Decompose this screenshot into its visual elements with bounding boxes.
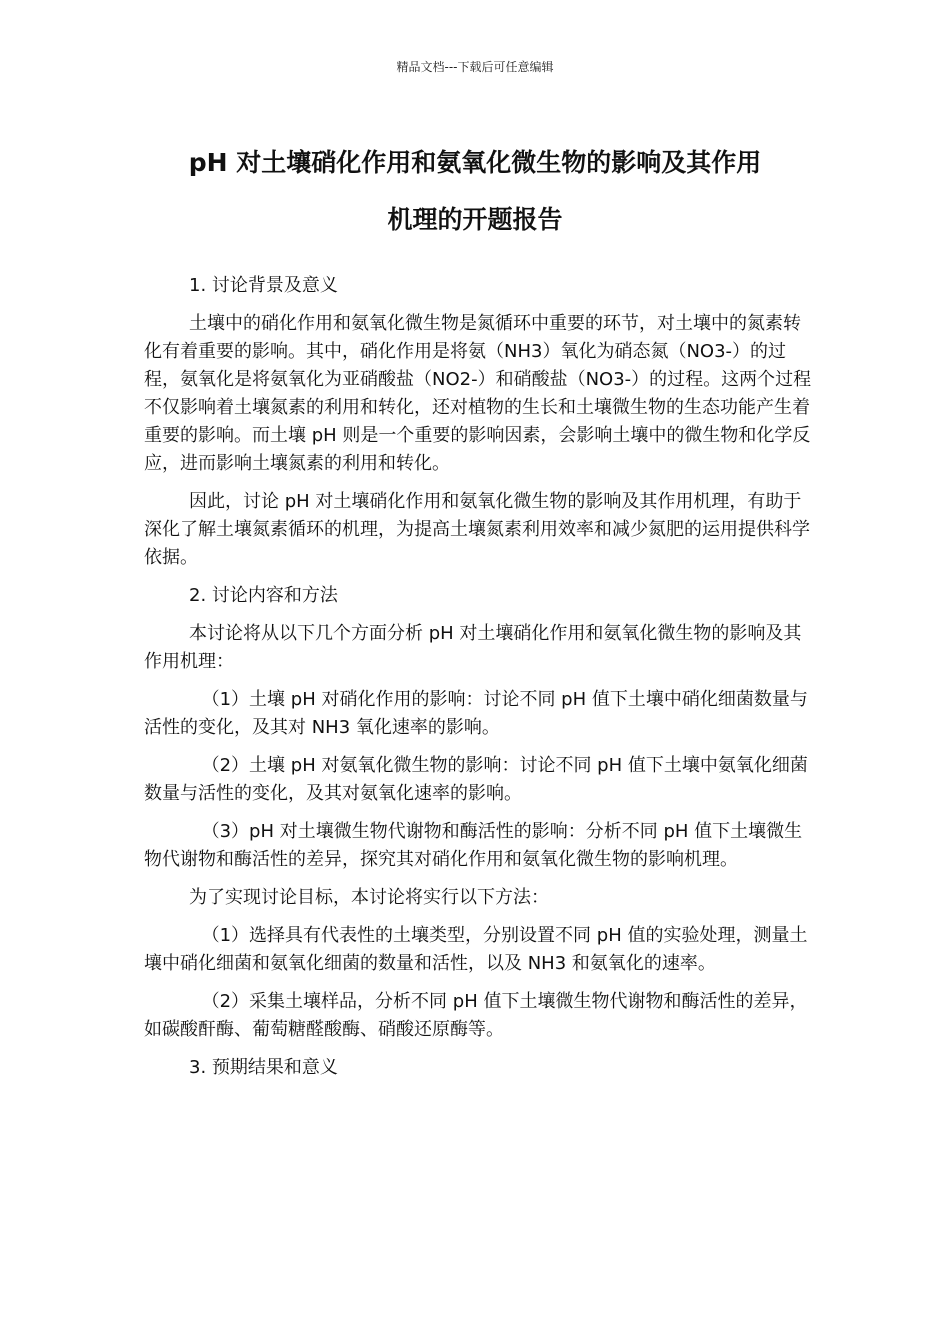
section-1-heading: 1. 讨论背景及意义 — [189, 275, 338, 296]
section-1-paragraph-1: 土壤中的硝化作用和氨氧化微生物是氮循环中重要的环节，对土壤中的氮素转化有着重要的影响。其中，硝化作用是将氨（NH3）氧化为硝态氮（NO3-）的过程，氨氧化是将氨氧化为亚硝酸盐（NO2-）和硝酸盐（NO3-）的过程。这两个过程不仅影响着土壤氮素的利用和转化，还对植物的生长和土壤微生物的生态功能产生着重要的影响。而土壤 pH 则是一个重要的影响因素，会影响土壤中的微生物和化学反应，进而影响土壤氮素的利用和转化。 — [144, 313, 812, 474]
research-item-3: （3）pH 对土壤微生物代谢物和酶活性的影响：分析不同 pH 值下土壤微生物代谢物和酶活性的差异，探究其对硝化作用和氨氧化微生物的影响机理。 — [144, 821, 803, 870]
research-item-1: （1）土壤 pH 对硝化作用的影响：讨论不同 pH 值下土壤中硝化细菌数量与活性的变化，及其对 NH3 氧化速率的影响。 — [144, 689, 808, 738]
section-2-intro: 本讨论将从以下几个方面分析 pH 对土壤硝化作用和氨氧化微生物的影响及其作用机理： — [144, 623, 802, 672]
section-1-paragraph-2: 因此，讨论 pH 对土壤硝化作用和氨氧化微生物的影响及其作用机理，有助于深化了解土壤氮素循环的机理，为提高土壤氮素利用效率和减少氮肥的运用提供科学依据。 — [144, 491, 810, 568]
document-body — [144, 272, 816, 1092]
title-line-1: pH 对土壤硝化作用和氨氧化微生物的影响及其作用 — [188, 148, 762, 177]
section-2-heading: 2. 讨论内容和方法 — [189, 585, 338, 606]
title-line-2: 机理的开题报告 — [387, 205, 563, 234]
methods-intro: 为了实现讨论目标，本讨论将实行以下方法： — [189, 887, 549, 908]
section-3-heading: 3. 预期结果和意义 — [189, 1057, 338, 1078]
method-item-1: （1）选择具有代表性的土壤类型，分别设置不同 pH 值的实验处理，测量土壤中硝化细菌和氨氧化细菌的数量和活性，以及 NH3 和氨氧化的速率。 — [144, 925, 808, 974]
document-title — [120, 134, 830, 248]
research-item-2: （2）土壤 pH 对氨氧化微生物的影响：讨论不同 pH 值下土壤中氨氧化细菌数量与活性的变化，及其对氨氧化速率的影响。 — [144, 755, 808, 804]
header-note: 精品文档---下载后可任意编辑 — [396, 60, 554, 74]
method-item-2: （2）采集土壤样品，分析不同 pH 值下土壤微生物代谢物和酶活性的差异，如碳酸酐酶、葡萄糖醛酸酶、硝酸还原酶等。 — [144, 991, 808, 1040]
